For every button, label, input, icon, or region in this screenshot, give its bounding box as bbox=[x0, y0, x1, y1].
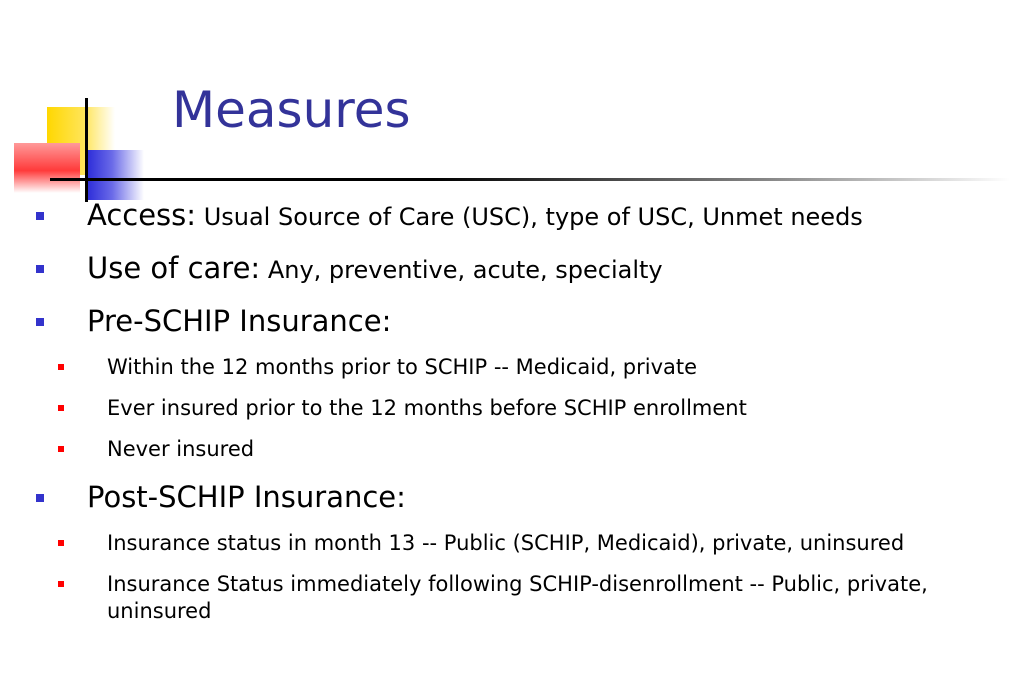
red-square-decoration bbox=[14, 143, 80, 193]
title-underline bbox=[50, 178, 1010, 181]
sub-bullet bbox=[0, 436, 1024, 463]
bullet-list bbox=[0, 197, 1024, 639]
bullet-access bbox=[0, 197, 1024, 235]
bullet-text: Usual Source of Care (USC), type of USC, Unmet needs bbox=[196, 203, 863, 231]
red-square-bullet-icon bbox=[58, 540, 64, 546]
red-square-bullet-icon bbox=[58, 446, 64, 452]
blue-square-bullet-icon bbox=[36, 212, 44, 220]
sub-bullet-text: Never insured bbox=[107, 437, 255, 461]
red-square-bullet-icon bbox=[58, 581, 64, 587]
bullet-use-of-care bbox=[0, 250, 1024, 288]
sub-bullet-text: Insurance Status immediately following SCHIP-disenrollment -- Public, private, uninsured bbox=[107, 572, 928, 623]
bullet-lead: Pre-SCHIP Insurance: bbox=[87, 304, 392, 338]
vertical-rule bbox=[85, 98, 88, 202]
sub-bullet bbox=[0, 571, 1024, 625]
bullet-lead: Use of care: bbox=[87, 251, 261, 285]
blue-square-bullet-icon bbox=[36, 318, 44, 326]
bullet-lead: Access: bbox=[87, 198, 197, 232]
sub-bullet-text: Within the 12 months prior to SCHIP -- Medicaid, private bbox=[107, 355, 698, 379]
red-square-bullet-icon bbox=[58, 364, 64, 370]
blue-square-bullet-icon bbox=[36, 494, 44, 502]
sub-bullet-text: Insurance status in month 13 -- Public (SCHIP, Medicaid), private, uninsured bbox=[107, 531, 905, 555]
bullet-lead: Post-SCHIP Insurance: bbox=[87, 480, 406, 514]
blue-square-decoration bbox=[86, 150, 144, 200]
bullet-post-schip bbox=[0, 479, 1024, 515]
sub-bullet bbox=[0, 395, 1024, 422]
sub-bullet bbox=[0, 354, 1024, 381]
blue-square-bullet-icon bbox=[36, 265, 44, 273]
slide-title: Measures bbox=[172, 81, 411, 139]
bullet-text: Any, preventive, acute, specialty bbox=[260, 256, 663, 284]
sub-bullet-text: Ever insured prior to the 12 months before SCHIP enrollment bbox=[107, 396, 747, 420]
bullet-pre-schip bbox=[0, 303, 1024, 339]
sub-bullet bbox=[0, 530, 1024, 557]
red-square-bullet-icon bbox=[58, 405, 64, 411]
